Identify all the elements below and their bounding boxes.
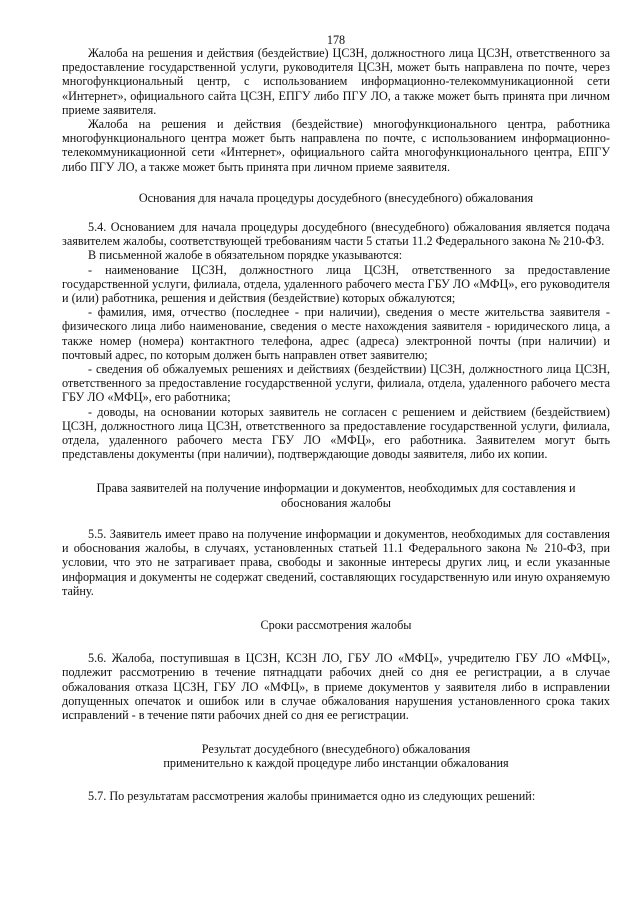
section-heading-result-line1: Результат досудебного (внесудебного) обжалования <box>201 742 471 757</box>
section-heading-rights <box>62 481 610 509</box>
list-item-appealed-decisions: - сведения об обжалуемых решениях и действиях (бездействии) ЦСЗН, должностного лица ЦСЗН, ответственного за предоставление государственной услуги, филиала, отдела, удаленного рабочего места ГБУ ЛО «МФЦ», его работника; <box>62 362 610 405</box>
list-item-arguments: - доводы, на основании которых заявитель не согласен с решением и действием (бездействием) ЦСЗН, должностного лица ЦСЗН, ответственного за предоставление государственной услуги, филиала, отдела, удаленного рабочего места ГБУ ЛО «МФЦ», его работника. Заявителем могут быть представлены документы (при наличии), подтверждающие доводы заявителя, либо их копии. <box>62 404 610 462</box>
paragraph-5-6: 5.6. Жалоба, поступившая в ЦСЗН, КСЗН ЛО, ГБУ ЛО «МФЦ», учредителю ГБУ ЛО «МФЦ», подлежит рассмотрению в течение пятнадцати рабочих дней со дня ее регистрации, а в случае обжалования отказа ЦСЗН, ГБУ ЛО «МФЦ», в приеме документов у заявителя либо в исправлении допущенных опечаток и ошибок или в случае обжалования нарушения установленного срока таких исправлений - в течение пяти рабочих дней со дня ее регистрации. <box>62 651 610 722</box>
paragraph-required-items: В письменной жалобе в обязательном порядке указываются: <box>88 248 403 263</box>
section-heading-result-line2: применительно к каждой процедуре либо инстанции обжалования <box>163 756 509 771</box>
paragraph-5-7: 5.7. По результатам рассмотрения жалобы принимается одно из следующих решений: <box>88 788 536 803</box>
paragraph-complaint-cszn: Жалоба на решения и действия (бездействие) ЦСЗН, должностного лица ЦСЗН, ответственного за предоставление государственной услуги, руководителя ЦСЗН, может быть направлена по почте, через многофункциональный центр, с использованием информационно-телекоммуникационной сети «Интернет», официального сайта ЦСЗН, ЕПГУ либо ПГУ ЛО, а также может быть принята при личном приеме заявителя. <box>62 46 610 117</box>
section-heading-deadlines: Сроки рассмотрения жалобы <box>260 617 412 632</box>
list-item-applicant-info: - фамилия, имя, отчество (последнее - при наличии), сведения о месте жительства заявителя - физического лица либо наименование, сведения о месте нахождения заявителя - юридического лица, а также номер (номера) контактного телефона, адрес (адреса) электронной почты (при наличии) и почтовый адрес, по которым должен быть направлен ответ заявителю; <box>62 305 610 362</box>
page-number: 178 <box>326 33 346 47</box>
section-heading-rights-line1: Права заявителей на получение информации и документов, необходимых для составления и <box>96 481 576 496</box>
paragraph-complaint-mfc: Жалоба на решения и действия (бездействие) многофункционального центра, работника многофункционального центра может быть направлена по почте, с использованием информационно-телекоммуникационной сети «Интернет», официального сайта многофункционального центра, ЕПГУ либо ПГУ ЛО, а также может быть принята при личном приеме заявителя. <box>62 117 610 174</box>
section-heading-rights-line2: обоснования жалобы <box>281 495 391 510</box>
section-heading-result <box>62 742 610 770</box>
paragraph-5-5: 5.5. Заявитель имеет право на получение информации и документов, необходимых для составления и обоснования жалобы, в случаях, установленных статьей 11.1 Федерального закона № 210-ФЗ, при условии, что это не затрагивает права, свободы и законные интересы других лиц, и если указанные информация и документы не содержат сведений, составляющих государственную или иную охраняемую тайну. <box>62 526 610 598</box>
paragraph-5-4: 5.4. Основанием для начала процедуры досудебного (внесудебного) обжалования является подача заявителем жалобы, соответствующей требованиям части 5 статьи 11.2 Федерального закона № 210-ФЗ. <box>62 220 610 249</box>
list-item-name: - наименование ЦСЗН, должностного лица ЦСЗН, ответственного за предоставление государственной услуги, филиала, отдела, удаленного рабочего места ГБУ ЛО «МФЦ», его руководителя и (или) работника, решения и действия (бездействие) которых обжалуются; <box>62 262 610 306</box>
section-heading-grounds: Основания для начала процедуры досудебного (внесудебного) обжалования <box>138 190 534 205</box>
document-body <box>62 46 610 803</box>
